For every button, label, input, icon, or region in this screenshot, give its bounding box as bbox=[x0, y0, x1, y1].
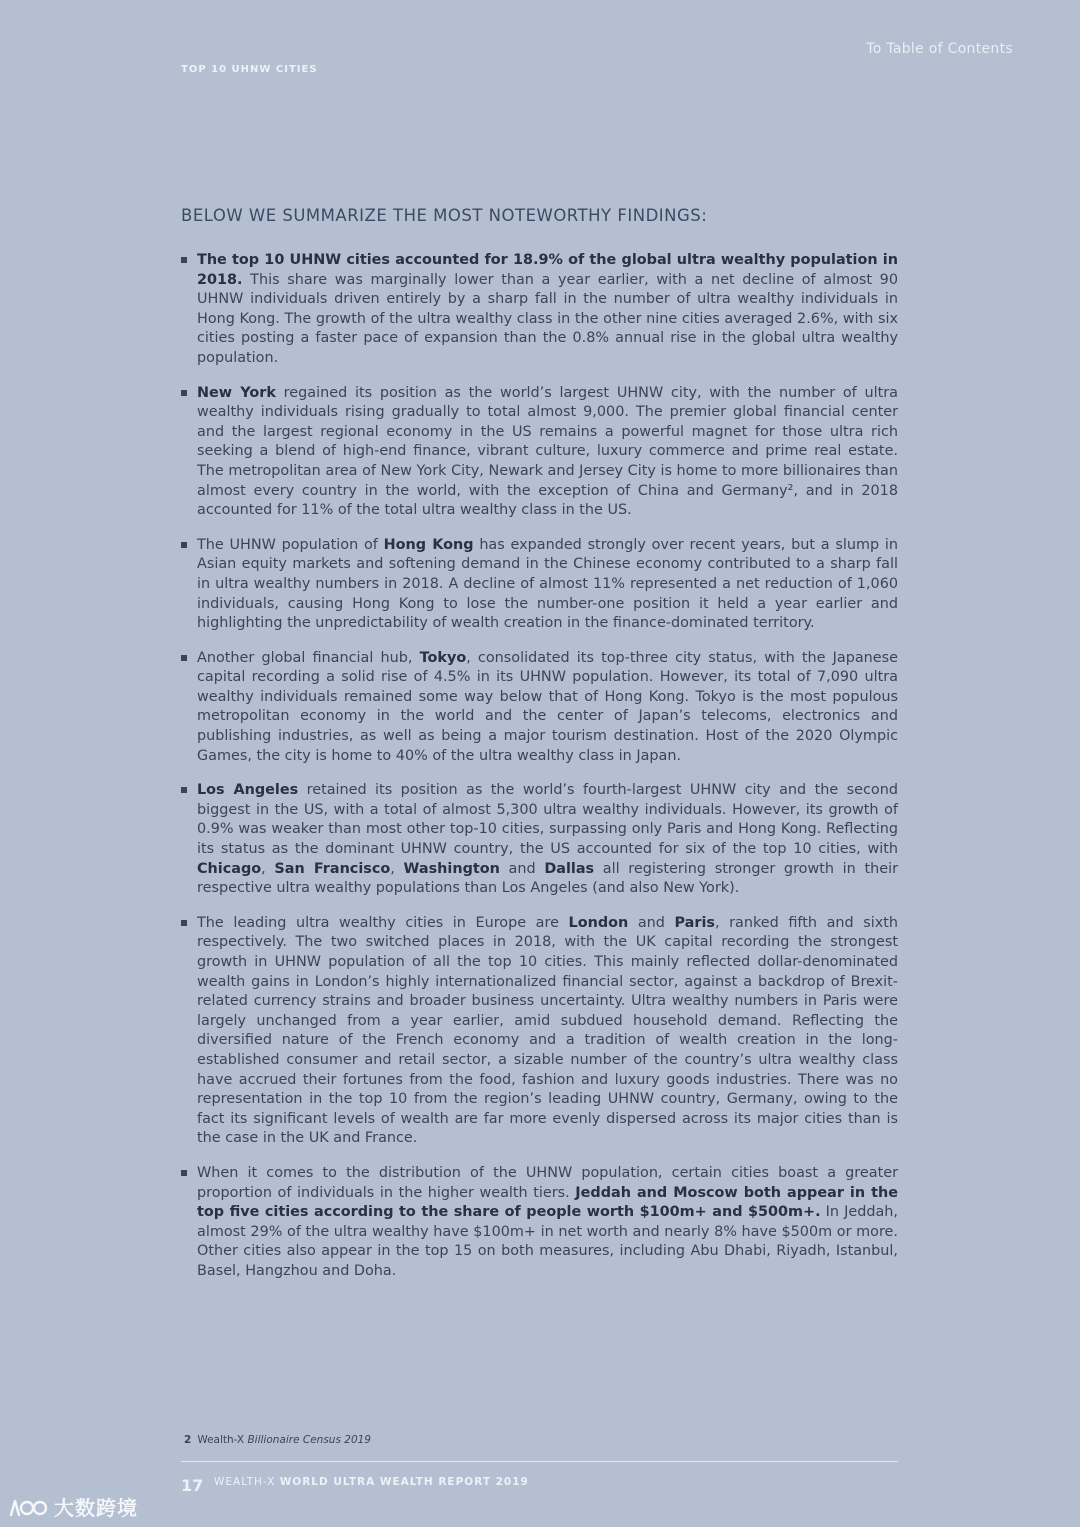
square-bullet-icon bbox=[181, 920, 187, 926]
table-of-contents-link[interactable]: To Table of Contents bbox=[866, 41, 1013, 57]
watermark-logo-icon bbox=[8, 1495, 50, 1519]
finding-los-angeles: Los Angeles retained its position as the world’s fourth-largest UHNW city and the second biggest in the US, with a total of almost 5,300 ultra wealthy individuals. However, its growth of 0.9% was weaker than most other top-10 cities, surpassing only Paris and Hong Kong. Reflecting its status as the dominant UHNW country, the US accounted for six of the top 10 cities, with Chicago, San Francisco, Washington and Dallas all registering stronger growth in their respective ultra wealthy populations than Los Angeles (and also New York). bbox=[181, 781, 898, 899]
footer-report-title bbox=[214, 1476, 529, 1488]
footnote bbox=[184, 1434, 371, 1446]
findings-heading: BELOW WE SUMMARIZE THE MOST NOTEWORTHY FINDINGS: bbox=[181, 206, 708, 225]
finding-europe: The leading ultra wealthy cities in Europe are London and Paris, ranked fifth and sixth respectively. The two switched places in 2018, with the UK capital recording the strongest growth in UHNW population of all the top 10 cities. This mainly reflected dollar-denominated wealth gains in London’s highly internationalized financial sector, against a backdrop of Brexit-related currency strains and broader business uncertainty. Ultra wealthy numbers in Paris were largely unchanged from a year earlier, amid subdued household demand. Reflecting the diversified nature of the French economy and a tradition of wealth creation in the long-established consumer and retail sector, a sizable number of the country’s ultra wealthy class have accrued their fortunes from the food, fashion and luxury goods industries. There was no representation in the top 10 from the region’s leading UHNW country, Germany, owing to the fact its significant levels of wealth are far more evenly dispersed across its major cities than is the case in the UK and France. bbox=[181, 914, 898, 1149]
findings-list bbox=[181, 251, 898, 1297]
finding-top10-share: The top 10 UHNW cities accounted for 18.9% of the global ultra wealthy population in 2018. This share was marginally lower than a year earlier, with a net decline of almost 90 UHNW individuals driven entirely by a sharp fall in the number of ultra wealthy individuals in Hong Kong. The growth of the ultra wealthy class in the other nine cities averaged 2.6%, with six cities posting a faster pace of expansion than the 0.8% annual rise in the global ultra wealthy population. bbox=[181, 251, 898, 369]
section-label: TOP 10 UHNW CITIES bbox=[181, 64, 318, 75]
footer-divider bbox=[181, 1461, 898, 1462]
page-number: 17 bbox=[181, 1476, 204, 1495]
watermark-text: 大数跨境 bbox=[54, 1496, 138, 1520]
footer-report-name: WORLD ULTRA WEALTH REPORT 2019 bbox=[279, 1476, 529, 1488]
square-bullet-icon bbox=[181, 787, 187, 793]
finding-hong-kong: The UHNW population of Hong Kong has expanded strongly over recent years, but a slump in Asian equity markets and softening demand in the Chinese economy contributed to a sharp fall in ultra wealthy numbers in 2018. A decline of almost 11% represented a net reduction of 1,060 individuals, causing Hong Kong to lose the number-one position it held a year earlier and highlighting the unpredictability of wealth creation in the finance-dominated territory. bbox=[181, 536, 898, 634]
footnote-number: 2 bbox=[184, 1434, 192, 1446]
watermark bbox=[8, 1492, 138, 1521]
footnote-title: Billionaire Census 2019 bbox=[247, 1434, 371, 1446]
footnote-source: Wealth-X bbox=[197, 1434, 248, 1446]
finding-tokyo: Another global financial hub, Tokyo, consolidated its top-three city status, with the Japanese capital recording a solid rise of 4.5% in its UHNW population. However, its total of 7,090 ultra wealthy individuals remained some way below that of Hong Kong. Tokyo is the most populous metropolitan economy in the world and the center of Japan’s telecoms, electronics and publishing industries, as well as being a major tourism destination. Host of the 2020 Olympic Games, the city is home to 40% of the ultra wealthy class in Japan. bbox=[181, 649, 898, 767]
square-bullet-icon bbox=[181, 390, 187, 396]
finding-wealth-tiers: When it comes to the distribution of the UHNW population, certain cities boast a greater proportion of individuals in the higher wealth tiers. Jeddah and Moscow both appear in the top five cities according to the share of people worth $100m+ and $500m+. In Jeddah, almost 29% of the ultra wealthy have $100m+ in net worth and nearly 8% have $500m or more. Other cities also appear in the top 15 on both measures, including Abu Dhabi, Riyadh, Istanbul, Basel, Hangzhou and Doha. bbox=[181, 1164, 898, 1282]
footer-brand: WEALTH-X bbox=[214, 1476, 280, 1488]
square-bullet-icon bbox=[181, 1170, 187, 1176]
square-bullet-icon bbox=[181, 257, 187, 263]
square-bullet-icon bbox=[181, 542, 187, 548]
square-bullet-icon bbox=[181, 655, 187, 661]
finding-new-york: New York regained its position as the world’s largest UHNW city, with the number of ultra wealthy individuals rising gradually to total almost 9,000. The premier global financial center and the largest regional economy in the US remains a powerful magnet for those ultra rich seeking a blend of high-end finance, vibrant culture, luxury commerce and prime real estate. The metropolitan area of New York City, Newark and Jersey City is home to more billionaires than almost every country in the world, with the exception of China and Germany², and in 2018 accounted for 11% of the total ultra wealthy class in the US. bbox=[181, 384, 898, 521]
